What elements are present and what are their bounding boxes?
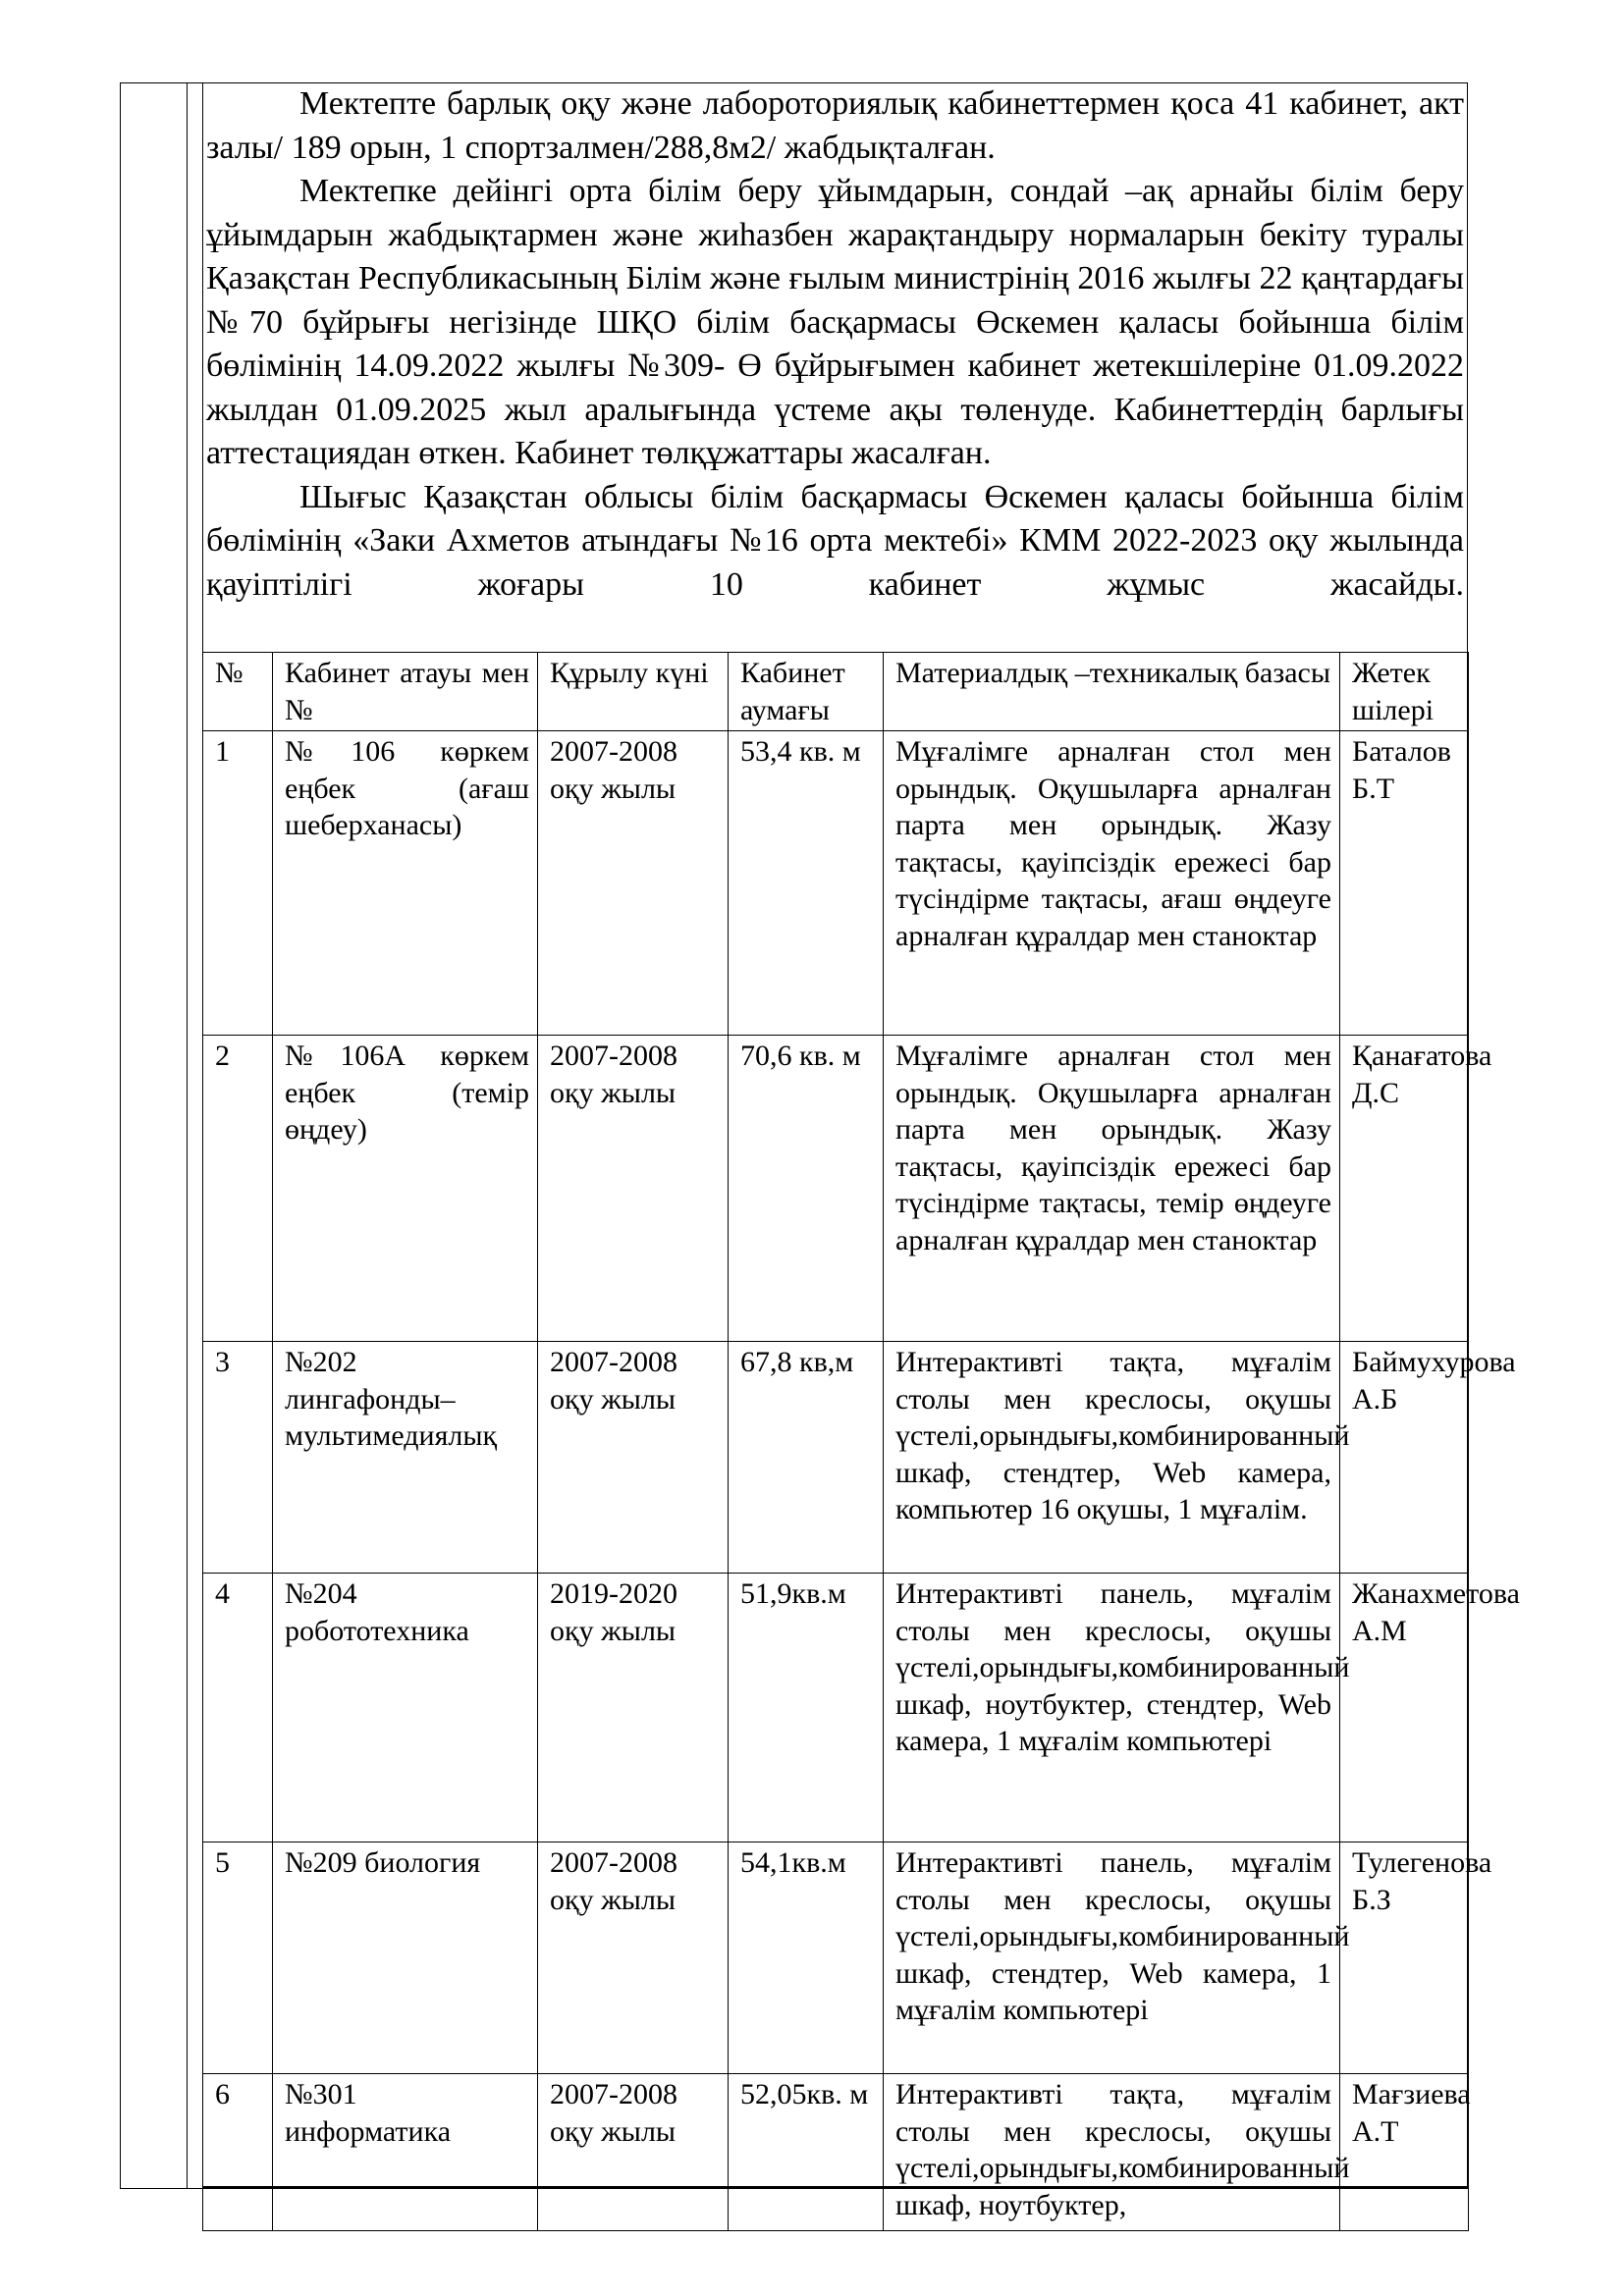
cell-number: 2 (203, 1036, 273, 1342)
paragraph-cabinets: Мектепте барлық оқу және лабороториялық кабинеттермен қоса 41 кабинет, акт залы/ 189 орын, 1 спортзалмен/288,8м2/ жабдықталған. (206, 85, 1464, 166)
body-text (206, 82, 1464, 607)
paragraph-order: Мектепке дейінгі орта білім беру ұйымдарын, сондай –ақ арнайы білім беру ұйымдарын жабдықтармен және жиhазбен жарақтандыру нормаларын бекіту туралы Қазақстан Республикасының Білім және ғылым министрінің 2016 жылғы 22 қаңтардағы №70 бұйрығы негізінде ШҚО білім басқармасы Өскемен қаласы бойынша білім бөлімінің 14.09.2022 жылғы №309- Ө бұйрығымен кабинет жетекшілеріне 01.09.2022 жылдан 01.09.2025 жыл аралығында үстеме ақы төленуде. Кабинеттердің барлығы аттестациядан өткен. Кабинет төлқұжаттары жасалған. (206, 173, 1464, 471)
header-number: № (203, 653, 273, 731)
cell-cabinet-name: №204 робототехника (273, 1574, 538, 1842)
cabinet-table (202, 652, 1520, 2231)
cell-created: 2007-2008 оқу жылы (538, 1036, 729, 1342)
cell-cabinet-name: №301 информатика (273, 2074, 538, 2231)
cell-base: Интерактивті тақта, мұғалім столы мен креслосы, оқушы үстелі,орындығы,комбинированный шкаф, ноутбуктер, (884, 2074, 1340, 2231)
frame-divider-left (187, 82, 188, 2189)
cell-cabinet-name: №209 биология (273, 1842, 538, 2074)
cell-base: Интерактивті тақта, мұғалім столы мен креслосы, оқушы үстелі,орындығы,комбинированный шкаф, стендтер, Web камера, компьютер 16 оқушы, 1 мұғалім. (884, 1342, 1340, 1574)
header-head: Жетек шілері (1340, 653, 1469, 731)
header-base: Материалдық –техникалық базасы (884, 653, 1340, 731)
cell-cabinet-name: №106 көркем еңбек (ағаш шеберханасы) (273, 731, 538, 1036)
table-header-row (203, 653, 1469, 731)
cell-cabinet-name: №202 лингафонды–мультимедиялық (273, 1342, 538, 1574)
cell-cabinet-name: №106А көркем еңбек (темір өңдеу) (273, 1036, 538, 1342)
cell-base: Интерактивті панель, мұғалім столы мен креслосы, оқушы үстелі,орындығы,комбинированный шкаф, ноутбуктер, стендтер, Web камера, 1 мұғалім компьютері (884, 1574, 1340, 1842)
table-row (203, 1574, 1469, 1842)
cell-number: 5 (203, 1842, 273, 2074)
cell-area: 53,4 кв. м (729, 731, 884, 1036)
cell-area: 54,1кв.м (729, 1842, 884, 2074)
cell-head: Баталов Б.Т (1340, 731, 1469, 1036)
table-row (203, 1036, 1469, 1342)
cell-number: 1 (203, 731, 273, 1036)
cell-created: 2019-2020 оқу жылы (538, 1574, 729, 1842)
header-area: Кабинет аумағы (729, 653, 884, 731)
cell-base: Интерактивті панель, мұғалім столы мен креслосы, оқушы үстелі,орындығы,комбинированный шкаф, стендтер, Web камера, 1 мұғалім компьютері (884, 1842, 1340, 2074)
cell-created: 2007-2008 оқу жылы (538, 2074, 729, 2231)
cell-head: Мағзиева А.Т (1340, 2074, 1469, 2231)
table-row (203, 731, 1469, 1036)
cell-number: 4 (203, 1574, 273, 1842)
cell-created: 2007-2008 оқу жылы (538, 731, 729, 1036)
cell-base: Мұғалімге арналған стол мен орындық. Оқушыларға арналған парта мен орындық. Жазу тақтасы, қауіпсіздік ережесі бар түсіндірме тақтасы, темір өңдеуге арналған құралдар мен станоктар (884, 1036, 1340, 1342)
cell-area: 51,9кв.м (729, 1574, 884, 1842)
cell-number: 3 (203, 1342, 273, 1574)
cell-area: 52,05кв. м (729, 2074, 884, 2231)
cell-number: 6 (203, 2074, 273, 2231)
paragraph-school: Шығыс Қазақстан облысы білім басқармасы Өскемен қаласы бойынша білім бөлімінің «Заки Ахметов атындағы №16 орта мектебі» КММ 2022-2023 оқу жылында қауіптілігі жоғары 10 кабинет жұмыс жасайды. (206, 478, 1464, 603)
table-row (203, 2074, 1469, 2231)
header-created: Құрылу күні (538, 653, 729, 731)
cell-area: 67,8 кв,м (729, 1342, 884, 1574)
cell-head: Баймухурова А.Б (1340, 1342, 1469, 1574)
table-bottom-rule (202, 2186, 1468, 2189)
cell-head: Жанахметова А.М (1340, 1574, 1469, 1842)
table-row (203, 1342, 1469, 1574)
cell-created: 2007-2008 оқу жылы (538, 1842, 729, 2074)
cell-head: Қанағатова Д.С (1340, 1036, 1469, 1342)
header-cabinet-name: Кабинет атауы мен № (273, 653, 538, 731)
cell-area: 70,6 кв. м (729, 1036, 884, 1342)
cell-base: Мұғалімге арналған стол мен орындық. Оқушыларға арналған парта мен орындық. Жазу тақтасы, қауіпсіздік ережесі бар түсіндірме тақтасы, ағаш өңдеуге арналған құралдар мен станоктар (884, 731, 1340, 1036)
cell-head: Тулегенова Б.З (1340, 1842, 1469, 2074)
cell-created: 2007-2008 оқу жылы (538, 1342, 729, 1574)
table-row (203, 1842, 1469, 2074)
